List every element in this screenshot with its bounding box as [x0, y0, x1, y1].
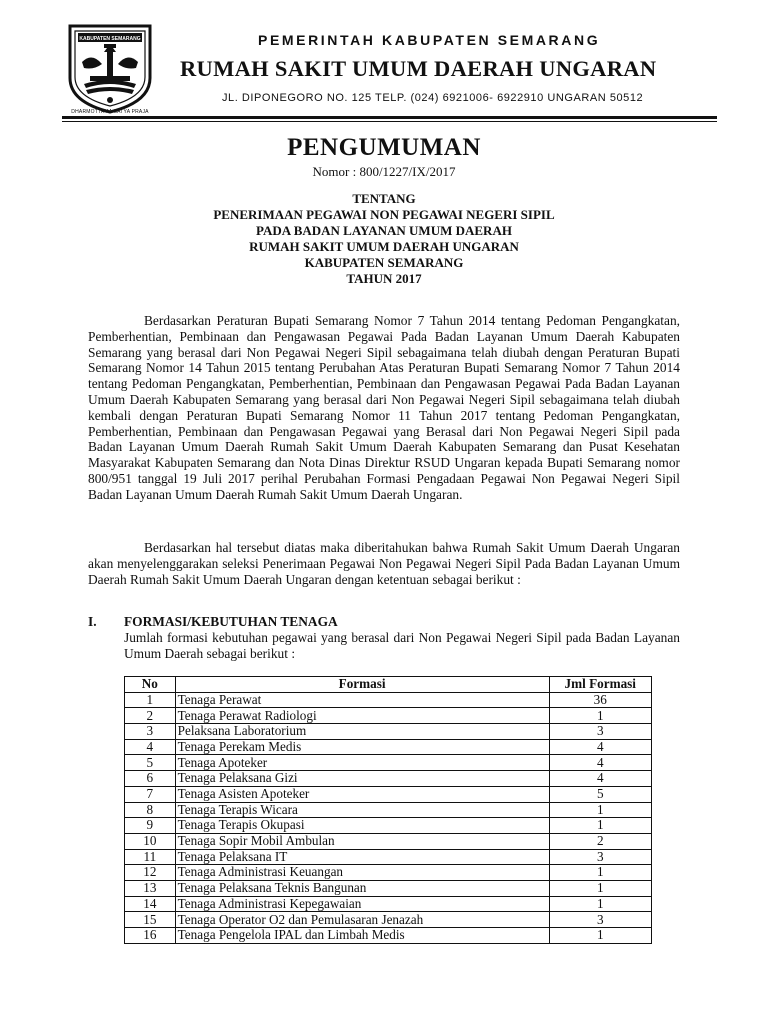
- crest-label: KABUPATEN SEMARANG: [79, 36, 141, 42]
- row-no: 11: [125, 849, 176, 865]
- row-jml: 1: [549, 818, 651, 834]
- table-row: [125, 692, 652, 708]
- row-formasi: Tenaga Apoteker: [175, 755, 549, 771]
- row-formasi: Tenaga Perawat: [175, 692, 549, 708]
- row-jml: 4: [549, 771, 651, 787]
- hospital-name: RUMAH SAKIT UMUM DAERAH UNGARAN: [180, 56, 657, 81]
- header-formasi: Formasi: [175, 677, 549, 693]
- body-paragraph-1: Berdasarkan Peraturan Bupati Semarang Nomor 7 Tahun 2014 tentang Pedoman Pengangkatan, Pemberhentian, Pembinaan dan Pengawasan Pegawai Pada Badan Layanan Umum Daerah Kabupaten Semarang yang berasal dari Non Pegawai Negeri Sipil sebagaimana telah diubah dengan Peraturan Bupati Semarang Nomor 14 Tahun 2015 tentang Perubahan Atas Peraturan Bupati Semarang Nomor 7 Tahun 2014 tentang Pedoman Pengangkatan, Pemberhentian, Pembinaan dan Pengawasan Pegawai Pada Badan Layanan Umum Daerah Kabupaten Semarang yang berasal dari Non Pegawai Negeri Sipil sebagaimana telah diubah kembali dengan Peraturan Bupati Semarang Nomor 11 Tahun 2017 tentang Pedoman Pengangkatan, Pemberhentian, Pembinaan dan Pengawasan Pegawai yang Berasal dari Non Pegawai Negeri Sipil pada Badan Layanan Umum Daerah Rumah Sakit Umum Daerah Kabupaten Semarang dan Pusat Kesehatan Masyarakat Kabupaten Semarang dan Nota Dinas Direktur RSUD Ungaran kepada Bupati Semarang nomor 800/951 tanggal 19 Juli 2017 perihal Perubahan Formasi Pengadaan Pegawai Non Pegawai Negeri Sipil Badan Layanan Umum Daerah Rumah Sakit Umum Daerah Ungaran.: [88, 313, 680, 502]
- table-row: [125, 724, 652, 740]
- row-formasi: Tenaga Perawat Radiologi: [175, 708, 549, 724]
- section-text: Jumlah formasi kebutuhan pegawai yang berasal dari Non Pegawai Negeri Sipil pada Badan Layanan Umum Daerah sebagai berikut :: [124, 630, 680, 661]
- table-header-row: [125, 677, 652, 693]
- row-formasi: Pelaksana Laboratorium: [175, 724, 549, 740]
- row-formasi: Tenaga Administrasi Keuangan: [175, 865, 549, 881]
- row-formasi: Tenaga Operator O2 dan Pemulasaran Jenazah: [175, 912, 549, 928]
- row-formasi: Tenaga Terapis Okupasi: [175, 818, 549, 834]
- table-row: [125, 755, 652, 771]
- row-jml: 3: [549, 724, 651, 740]
- row-no: 7: [125, 786, 176, 802]
- row-jml: 1: [549, 708, 651, 724]
- row-jml: 4: [549, 755, 651, 771]
- table-row: [125, 928, 652, 944]
- announcement-title: PENGUMUMAN: [287, 134, 481, 161]
- letterhead: [62, 18, 717, 120]
- row-jml: 3: [549, 849, 651, 865]
- letterhead-divider: [62, 116, 717, 119]
- subject-line: KABUPATEN SEMARANG: [304, 255, 464, 270]
- header-no: No: [125, 677, 176, 693]
- formation-table: [124, 676, 652, 944]
- subject-line: RUMAH SAKIT UMUM DAERAH UNGARAN: [249, 239, 519, 254]
- table-row: [125, 896, 652, 912]
- table-row: [125, 739, 652, 755]
- row-no: 10: [125, 833, 176, 849]
- row-no: 8: [125, 802, 176, 818]
- subject-line: PENERIMAAN PEGAWAI NON PEGAWAI NEGERI SIPIL: [213, 207, 555, 222]
- row-jml: 1: [549, 896, 651, 912]
- table-row: [125, 771, 652, 787]
- section-title: FORMASI/KEBUTUHAN TENAGA: [124, 614, 338, 629]
- subject-line: TENTANG: [352, 191, 416, 206]
- row-formasi: Tenaga Sopir Mobil Ambulan: [175, 833, 549, 849]
- table-row: [125, 818, 652, 834]
- subject-line: PADA BADAN LAYANAN UMUM DAERAH: [256, 223, 512, 238]
- row-jml: 5: [549, 786, 651, 802]
- government-name: PEMERINTAH KABUPATEN SEMARANG: [258, 32, 601, 48]
- row-formasi: Tenaga Pelaksana Gizi: [175, 771, 549, 787]
- table-row: [125, 849, 652, 865]
- row-formasi: Tenaga Asisten Apoteker: [175, 786, 549, 802]
- hospital-address: JL. DIPONEGORO NO. 125 TELP. (024) 6921006- 6922910 UNGARAN 50512: [222, 92, 644, 104]
- row-no: 14: [125, 896, 176, 912]
- row-no: 13: [125, 880, 176, 896]
- row-no: 3: [125, 724, 176, 740]
- row-formasi: Tenaga Administrasi Kepegawaian: [175, 896, 549, 912]
- subject-line: TAHUN 2017: [346, 271, 422, 286]
- table-row: [125, 786, 652, 802]
- row-no: 6: [125, 771, 176, 787]
- row-jml: 2: [549, 833, 651, 849]
- row-jml: 1: [549, 802, 651, 818]
- table-row: [125, 708, 652, 724]
- letterhead-divider-thin: [62, 121, 717, 122]
- row-formasi: Tenaga Pelaksana IT: [175, 849, 549, 865]
- header-jml-formasi: Jml Formasi: [549, 677, 651, 693]
- row-no: 4: [125, 739, 176, 755]
- row-jml: 36: [549, 692, 651, 708]
- row-formasi: Tenaga Pengelola IPAL dan Limbah Medis: [175, 928, 549, 944]
- row-no: 9: [125, 818, 176, 834]
- row-no: 15: [125, 912, 176, 928]
- table-row: [125, 802, 652, 818]
- row-no: 12: [125, 865, 176, 881]
- table-row: [125, 880, 652, 896]
- row-no: 16: [125, 928, 176, 944]
- row-formasi: Tenaga Pelaksana Teknis Bangunan: [175, 880, 549, 896]
- regency-crest-icon: [64, 22, 156, 114]
- row-formasi: Tenaga Terapis Wicara: [175, 802, 549, 818]
- row-jml: 1: [549, 880, 651, 896]
- row-jml: 1: [549, 865, 651, 881]
- row-jml: 1: [549, 928, 651, 944]
- row-no: 5: [125, 755, 176, 771]
- row-no: 2: [125, 708, 176, 724]
- table-row: [125, 833, 652, 849]
- table-row: [125, 912, 652, 928]
- body-paragraph-2: Berdasarkan hal tersebut diatas maka diberitahukan bahwa Rumah Sakit Umum Daerah Ungaran akan menyelenggarakan seleksi Penerimaan Pegawai Non Pegawai Negeri Sipil Pada Badan Layanan Umum Daerah Rumah Sakit Umum Daerah Ungaran dengan ketentuan sebagai berikut :: [88, 540, 680, 587]
- section-number: I.: [88, 614, 97, 629]
- announcement-number: Nomor : 800/1227/IX/2017: [312, 164, 456, 179]
- announcement-subject: [0, 191, 768, 287]
- row-formasi: Tenaga Perekam Medis: [175, 739, 549, 755]
- row-jml: 3: [549, 912, 651, 928]
- crest-motto: DHARMOTTAMA SATYA PRAJA: [71, 109, 149, 115]
- table-row: [125, 865, 652, 881]
- row-jml: 4: [549, 739, 651, 755]
- row-no: 1: [125, 692, 176, 708]
